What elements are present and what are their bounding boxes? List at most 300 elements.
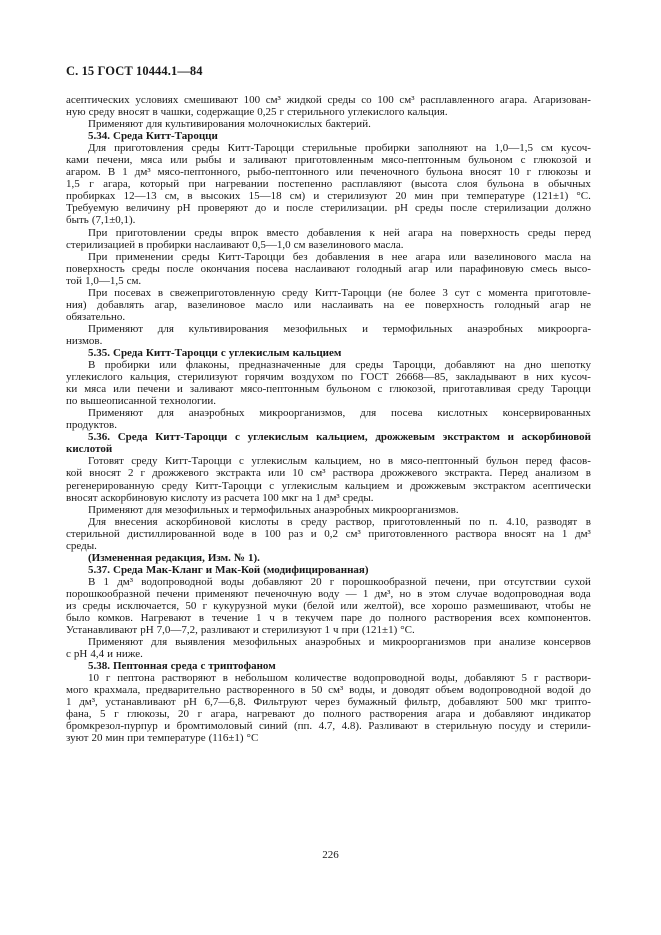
text-line [66,371,591,383]
word: величину [125,202,171,215]
word: мясо-пептонный [400,455,479,468]
word: той [66,274,83,287]
word: зуют [66,732,89,745]
word: стерилизуют [261,624,322,637]
word: агара [415,250,441,263]
word: заливают [189,383,234,396]
word: среду [131,455,158,468]
word: и [273,202,280,215]
word: смешивают [184,94,238,106]
word: в [387,455,394,468]
word: кислоты [239,515,279,528]
text-line [66,383,591,395]
word: глюкозы, [127,708,170,721]
text-line [66,323,591,335]
word: 5.37. [88,563,110,576]
word: Китт-Тароцци [164,455,232,468]
word: Изм. [207,551,231,564]
word: 0,25 [257,106,277,119]
word: объем [435,684,464,697]
word: смесь [530,262,558,275]
word: рыбы [195,154,222,167]
word: не [580,599,591,612]
word: мяса [84,383,107,396]
word: 7,0—7,2, [156,624,198,637]
word: добавления [315,250,370,263]
word: проверяют [197,202,249,215]
word: и [232,503,239,516]
word: стерилизации. [320,202,388,215]
word: в [198,612,205,625]
word: из [66,599,77,612]
word: приготавливая [442,383,511,396]
word: 0,5—1,0 [252,238,291,251]
word: низмов. [66,334,103,347]
word: среду [161,479,188,492]
word: В [88,575,96,588]
word: в [287,515,293,528]
text-line [66,118,591,130]
word: (7,1±0,1). [91,214,136,227]
word: который [140,178,180,191]
word: сухой [564,575,591,588]
word: парафиновую [459,262,524,275]
word: вносят [504,527,536,540]
word: водой [546,684,574,697]
word: аскорбиновой [521,431,591,444]
word: рН [394,202,408,215]
word: микроорганизмов, [259,407,346,420]
word: 20 [310,575,322,588]
word: редакция, [155,551,205,564]
word: бульон [486,455,519,468]
section-heading [66,660,591,672]
word: и [176,383,183,396]
word: г [526,166,532,179]
word: приготовленным [294,154,374,167]
word: ную [66,106,86,119]
word: °С. [400,624,415,637]
word: При [88,250,108,263]
word: устанавливают [105,696,176,709]
section-heading [66,130,591,142]
word: бульона [425,166,463,179]
word: бульоном [468,154,513,167]
word: воздухом [290,371,335,384]
word: 2 [127,467,134,480]
word: 5.34. [88,130,110,143]
word: поверхность [460,226,520,239]
word: со [361,94,372,106]
word: см³ [310,467,326,480]
word: 4.7, [318,720,336,733]
word: заливают [243,154,287,167]
word: флаконы, [185,359,230,372]
word: кальцием [292,346,342,359]
word: 26668—85, [395,371,449,384]
word: № [233,551,245,564]
word: Агаризован- [532,94,591,106]
word: них [536,371,554,384]
word: Китт-Тароцци [314,286,382,299]
text-line [66,239,591,251]
word: ее [404,298,415,311]
word: рН [183,696,197,709]
text-line [66,443,591,455]
word: фасов- [559,455,591,468]
word: Китт-Тароцци [227,142,295,155]
word: консервов [543,636,591,649]
text-line [66,696,591,708]
word: среды [527,226,556,239]
word: растворения [434,612,492,625]
text-line [66,94,591,106]
word: более [409,286,436,299]
word: Устанавливают [66,624,138,637]
word: анаэробных [188,407,245,420]
word: с [234,431,240,444]
word: внесения [114,515,158,528]
word: приготовления [114,142,184,155]
word: и [107,648,113,661]
word: бактерий. [325,118,371,131]
word: мясо-пептонного, [157,166,241,179]
word: жидкой [286,94,322,106]
word: Разливают [368,720,418,733]
word: количестве [294,672,347,685]
text-line [66,672,591,684]
word: среды [327,94,356,106]
word: до [303,708,315,721]
word: стерильные [302,142,357,155]
word: агар [408,262,429,275]
word: обычных [548,178,591,191]
word: Применяют [88,636,143,649]
word: бульоном [326,383,371,396]
word: г [329,575,335,588]
word: кой [66,467,83,480]
word: Пептонная [113,660,168,673]
word: полного [388,612,427,625]
word: пробирки [364,142,410,155]
text-line [66,178,591,190]
word: 3 [442,286,448,299]
word: исключается, [116,599,180,612]
word: кукурузной [213,599,268,612]
word: среды [355,359,384,372]
text-line [66,624,591,636]
word: высоких [200,190,241,203]
word: мезофильных [283,322,348,335]
word: по [66,395,78,408]
word: агар [549,298,570,311]
word: Применяют [88,503,143,516]
word: среды [131,262,160,275]
word: молочнокислых [248,118,323,131]
word: до [579,684,591,697]
text-line [66,106,591,118]
word: в [417,587,423,600]
word: экстракта. [444,467,493,480]
word: аскорбиновую [100,491,168,504]
word: агара [408,226,433,239]
word: среды [194,226,223,239]
word: °С. [576,190,591,203]
word: продуктов. [66,419,117,432]
word: печеночную [254,587,312,600]
word: окончания [200,262,250,275]
word: и [229,154,236,167]
word: В [107,166,116,179]
word: печени, [96,154,133,167]
word: кислоту [170,491,208,504]
word: свежеприготовленную [169,286,276,299]
word: или [170,154,188,167]
word: паре [340,612,362,625]
word: вышеописанной [80,395,157,408]
word: г [114,708,119,721]
word: г [105,672,111,685]
text-line [66,154,591,166]
word: или [340,599,358,612]
word: 1,0—1,5 [494,142,533,155]
word: на [441,226,453,239]
word: растворяют [161,672,216,685]
word: для [157,407,174,420]
word: 1 [315,491,321,504]
word: Китт-Тароцци [155,431,228,444]
word: через [314,696,340,709]
word: Применяют [88,407,143,420]
word: и [584,166,591,179]
word: 1). [248,551,260,564]
word: при [188,178,206,191]
word: или [293,298,312,311]
word: на [504,359,516,372]
word: вносят [469,166,502,179]
word: 1 [66,696,72,709]
word: воды, [431,672,458,685]
word: дм³ [323,491,340,504]
word: 20 [395,190,407,203]
word: кальция, [130,371,171,384]
word: или [435,262,453,275]
word: для [329,359,346,372]
word: мясо-пептонным [240,383,320,396]
word: среда [170,660,198,673]
word: дм³ [574,527,591,540]
word: и [310,527,317,540]
word: пробирки [146,238,192,251]
word: добавляют [483,708,534,721]
word: 6,7—6,8. [204,696,246,709]
word: 500 [506,696,523,709]
word: посева [256,262,288,275]
word: печеночного [360,166,419,179]
word: Среда [117,431,148,444]
word: порошкообразной [66,587,151,600]
word: п. [489,515,498,528]
word: асептически [532,479,591,492]
word: предварительно [146,684,221,697]
word: небольшом [234,672,288,685]
word: 20 [91,732,103,745]
word: триптофаном [208,660,276,673]
text-line [66,251,591,263]
word: 20 [178,708,190,721]
word: (белой [303,599,335,612]
word: Фильтруют [253,696,307,709]
word: 5.35. [88,346,110,359]
word: условиях [135,94,179,106]
word: ками [66,154,89,167]
word: желтой), [363,599,405,612]
word: (пп. [293,720,313,733]
word: или [267,467,286,480]
word: и [396,479,403,492]
word: нее [391,250,408,263]
word: 10 [508,166,520,179]
word: всех [499,612,521,625]
word: вазелиновое [187,298,246,311]
word: стерилизации [484,202,549,215]
word: наслаивают [294,262,350,275]
text-line [66,540,591,552]
word: наслаивают [194,238,250,251]
word: кусоч- [560,142,591,155]
text-line [66,190,591,202]
word: крахмала, [94,684,141,697]
word: углекислым [251,455,308,468]
word: в [282,612,288,625]
text-line [66,612,591,624]
word: 100 [264,527,281,540]
word: нагревании [215,178,269,191]
word: дрожжевого [380,467,438,480]
word: чашки, [160,106,194,119]
word: дм³, [374,587,394,600]
word: среды [414,202,444,215]
word: фана, [66,708,92,721]
word: сут [454,286,470,299]
text-line [66,467,591,479]
word: Китт-Тароцци [217,250,285,263]
word: Среда [113,346,143,359]
word: не [580,298,591,311]
word: ки [66,383,78,396]
word: водопроводной [469,684,541,697]
word: масла [544,250,572,263]
word: кальция. [407,106,448,119]
word: масло [255,298,284,311]
section-heading [66,347,591,359]
word: при [473,636,492,649]
word: экстрактом [473,479,526,492]
word: индикатор [542,708,591,721]
word: для [150,636,168,649]
word: см³ [345,527,361,540]
word: стерильного [287,106,345,119]
word: Мак-Кланг [145,563,203,576]
word: в [138,238,144,251]
word: 4.8). [341,720,362,733]
word: размешивают, [473,599,539,612]
word: При [88,286,108,299]
word: ч [333,624,339,637]
word: мкг [281,491,299,504]
word: бумажный [347,696,397,709]
word: мяса [140,154,163,167]
word: отсутствии [503,575,557,588]
word: и [164,720,171,733]
text-line [66,480,591,492]
word: 1 [324,624,331,637]
word: глюкозой, [389,383,436,396]
word: ния) [66,298,87,311]
word: (116±1) [208,732,244,745]
word: для [146,503,163,516]
word: но [399,587,411,600]
word: Для [88,515,107,528]
text-line [66,202,591,214]
word: горячим [244,371,284,384]
word: Среда [113,130,143,143]
word: кислотных [437,407,488,420]
word: синий [259,720,288,733]
text-line [66,576,591,588]
word: анаэробных [467,322,523,335]
word: среду [281,286,309,299]
word: (модифицированная) [263,563,369,576]
text-line [66,492,591,504]
word: случае [456,587,488,600]
word: углекислого [347,106,405,119]
text-line [66,588,591,600]
word: ниже. [115,648,143,661]
text-line [66,516,591,528]
word: мин [105,732,125,745]
word: было [66,612,90,625]
word: растворения [369,708,428,721]
word: 4.10, [506,515,529,528]
text-line [66,395,591,407]
word: дистиллированной [127,527,216,540]
text-line [66,708,591,720]
text-line [66,732,591,744]
word: водопроводной [353,672,425,685]
word: 1 [256,612,262,625]
word: в [157,286,164,299]
word: 100 [377,94,394,106]
word: вносят [66,491,98,504]
word: Среда [113,563,143,576]
word: в [424,720,430,733]
word: рН [140,624,154,637]
word: и [469,708,476,721]
word: агара, [210,708,239,721]
word: 50 [185,599,197,612]
word: поверхность [66,262,125,275]
word: после [166,262,194,275]
word: среды. [66,539,97,552]
text-line [66,335,591,347]
word: перед [525,455,553,468]
word: стерилизацией [66,238,136,251]
word: 5.36. [88,431,110,444]
word: см [541,142,553,155]
word: 5 [521,672,527,685]
word: мезофильных [233,636,298,649]
